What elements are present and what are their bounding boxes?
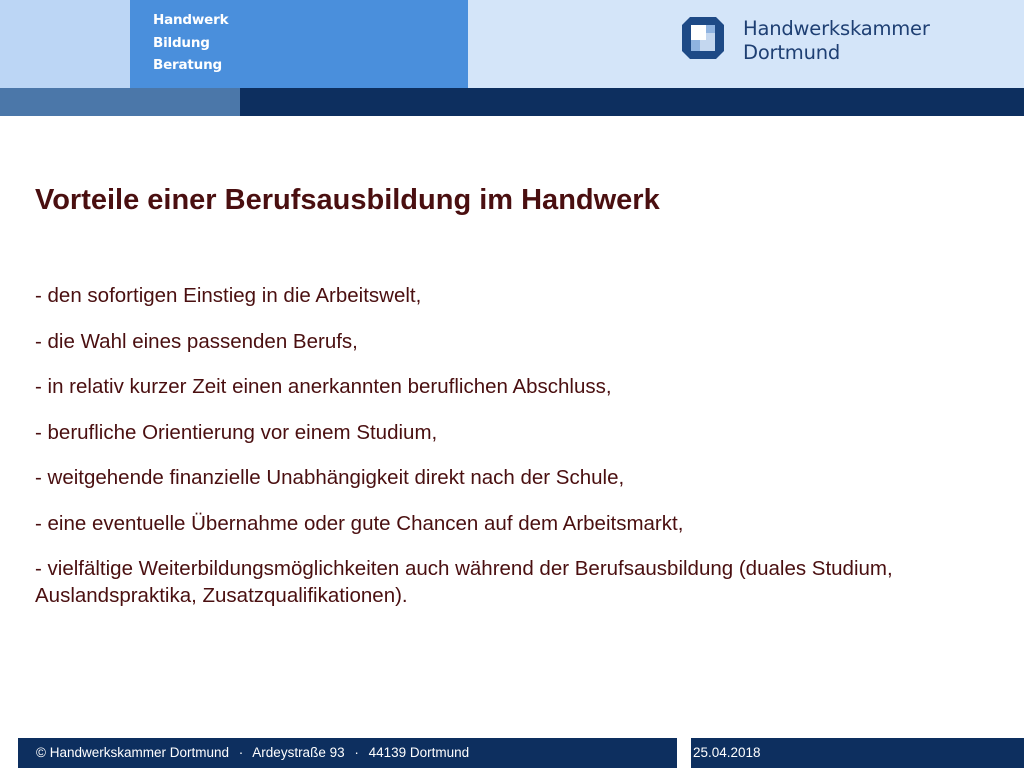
tagline-line: Bildung [153,34,210,51]
footer-separator: · [238,745,244,760]
header-band-dark [240,88,1024,116]
logo-wordmark [743,17,983,65]
list-item: - vielfältige Weiterbildungsmöglichkeiten auch während der Berufsausbildung (duales Studium, Auslandspraktika, Zusatzqualifikationen). [35,557,893,607]
list-item: - eine eventuelle Übernahme oder gute Chancen auf dem Arbeitsmarkt, [35,511,684,535]
footer-divider [677,738,691,768]
footer-separator: · [354,745,359,760]
tagline-box [130,0,468,88]
header-band-light [0,88,240,116]
logo-line: Dortmund [743,41,841,64]
footer-organization: © Handwerkskammer Dortmund [36,745,230,760]
footer-street: Ardeystraße 93 [252,745,345,760]
tagline [153,9,228,77]
list-item: - weitgehende finanzielle Unabhängigkeit direkt nach der Schule, [35,466,625,489]
tagline-line: Beratung [153,57,222,73]
tagline-line: Handwerk [153,12,229,28]
hwk-logo-icon [682,17,724,59]
list-item: - den sofortigen Einstieg in die Arbeitswelt, [35,284,422,307]
list-item: - in relativ kurzer Zeit einen anerkannten beruflichen Abschluss, [35,375,612,398]
benefits-list [35,282,985,628]
footer-date: 25.04.2018 [693,745,761,760]
list-item: - berufliche Orientierung vor einem Studium, [35,420,438,444]
slide-title: Vorteile einer Berufsausbildung im Handwerk [35,184,660,216]
header-accent [0,0,130,88]
footer-address [36,745,469,761]
footer-city: 44139 Dortmund [368,745,470,760]
list-item: - die Wahl eines passenden Berufs, [35,329,358,353]
logo-line: Handwerkskammer [743,17,930,40]
